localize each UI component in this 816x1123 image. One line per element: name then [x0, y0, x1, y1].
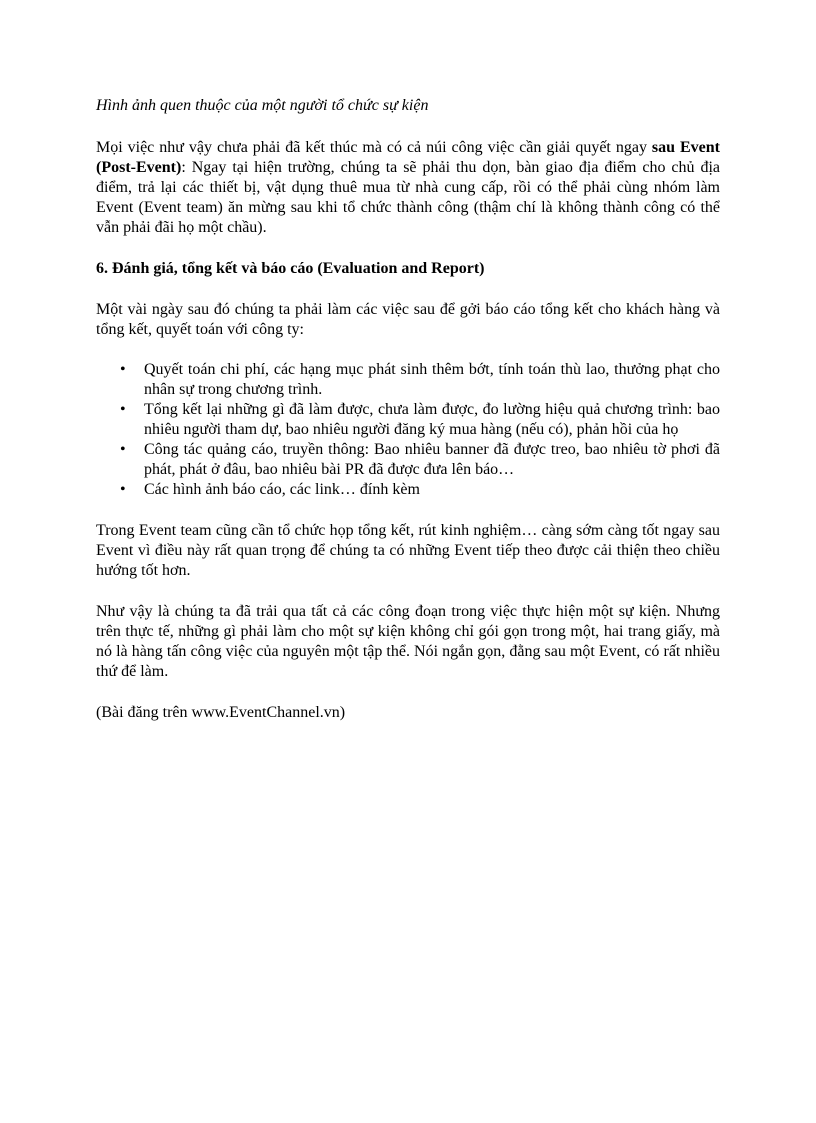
- list-item-text: Các hình ảnh báo cáo, các link… đính kèm: [144, 481, 420, 498]
- section-heading: 6. Đánh giá, tổng kết và báo cáo (Evaluation and Report): [96, 260, 485, 277]
- bullet-icon: •: [120, 481, 126, 498]
- list-item-text: Công tác quảng cáo, truyền thông: Bao nhiêu banner đã được treo, bao nhiêu tờ phơi đã phát, phát ở đâu, bao nhiêu bài PR đã được đưa lên báo…: [144, 441, 720, 478]
- post-event-rest: : Ngay tại hiện trường, chúng ta sẽ phải thu dọn, bàn giao địa điểm cho chủ địa điểm, trả lại các thiết bị, vật dụng thuê mua từ nhà cung cấp, rồi có thể phải cùng nhóm làm Event (Event team) ăn mừng sau khi tổ chức thành công (thậm chí là không thành công có thể vẫn phải đãi họ một chầu).: [96, 159, 720, 236]
- bullet-icon: •: [120, 441, 126, 458]
- list-item: [96, 400, 720, 440]
- bullet-icon: •: [120, 361, 126, 378]
- post-event-paragraph: [96, 138, 720, 238]
- report-bullet-list: [96, 360, 720, 500]
- list-item: [96, 440, 720, 480]
- source-note: (Bài đăng trên www.EventChannel.vn): [96, 704, 346, 721]
- intro-paragraph: Một vài ngày sau đó chúng ta phải làm các việc sau để gởi báo cáo tổng kết cho khách hàng và tổng kết, quyết toán với công ty:: [96, 301, 720, 338]
- conclusion-paragraph: Như vậy là chúng ta đã trải qua tất cả các công đoạn trong việc thực hiện một sự kiện. Nhưng trên thực tế, những gì phải làm cho một sự kiện không chỉ gói gọn trong một, hai trang giấy, mà nó là hàng tấn công việc của nguyên một tập thể. Nói ngắn gọn, đằng sau một Event, có rất nhiều thứ để làm.: [96, 603, 720, 680]
- image-caption: Hình ảnh quen thuộc của một người tổ chức sự kiện: [96, 97, 429, 114]
- list-item: [96, 480, 720, 500]
- document-page: [96, 96, 720, 723]
- list-item-text: Quyết toán chi phí, các hạng mục phát sinh thêm bớt, tính toán thù lao, thưởng phạt cho nhân sự trong chương trình.: [144, 361, 720, 398]
- list-item: [96, 360, 720, 400]
- bullet-icon: •: [120, 401, 126, 418]
- team-review-paragraph: Trong Event team cũng cần tổ chức họp tổng kết, rút kinh nghiệm… càng sớm càng tốt ngay sau Event vì điều này rất quan trọng để chúng ta có những Event tiếp theo được cải thiện theo chiều hướng tốt hơn.: [96, 522, 720, 579]
- list-item-text: Tổng kết lại những gì đã làm được, chưa làm được, đo lường hiệu quả chương trình: bao nhiêu người tham dự, bao nhiêu người đăng ký mua hàng (nếu có), phản hồi của họ: [144, 401, 720, 438]
- post-event-bold-term: sau Event (Post-Event): [96, 139, 720, 176]
- post-event-lead: Mọi việc như vậy chưa phải đã kết thúc mà có cả núi công việc cần giải quyết ngay: [96, 139, 652, 156]
